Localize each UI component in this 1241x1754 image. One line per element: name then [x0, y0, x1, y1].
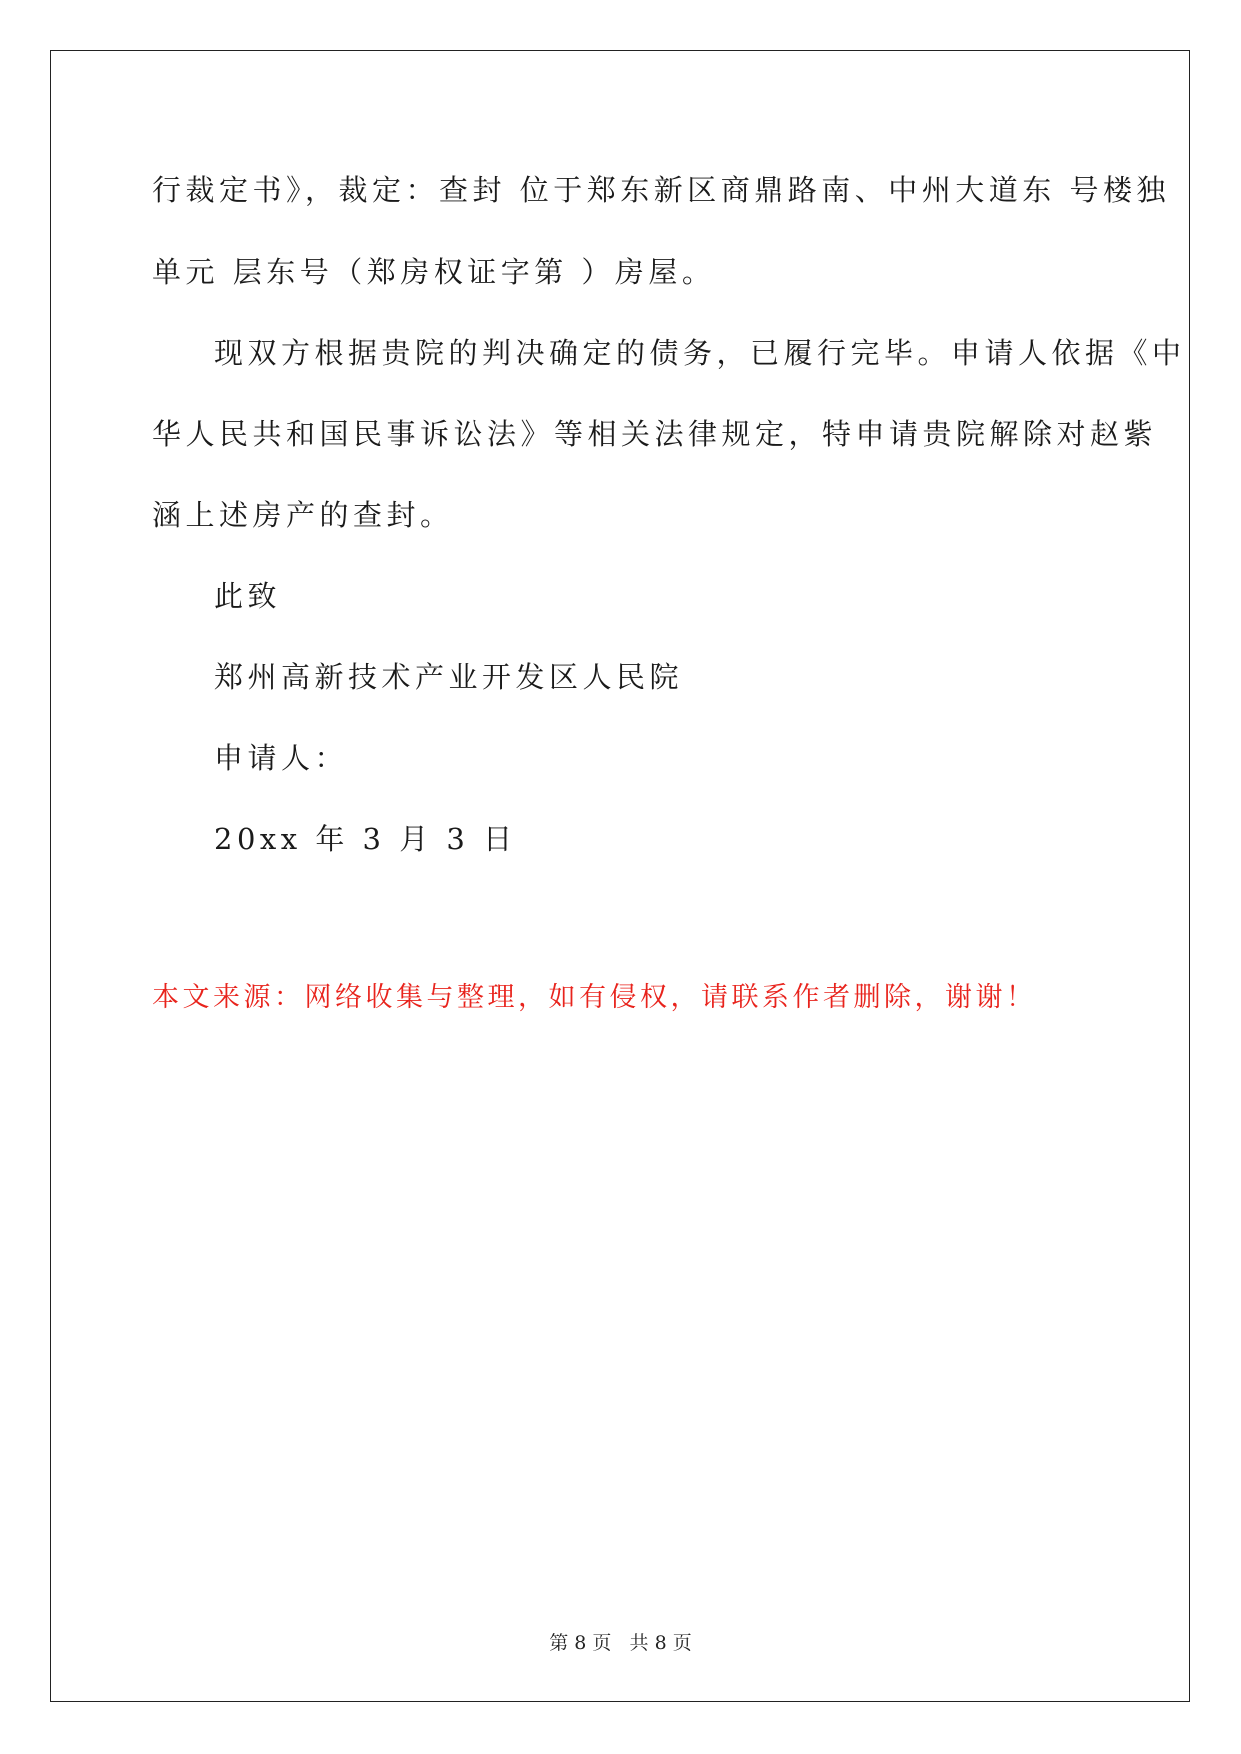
page-border [50, 50, 1190, 1702]
salutation: 此致 [214, 579, 282, 613]
body-line-5: 涵上述房产的查封。 [152, 498, 454, 532]
source-note: 本文来源：网络收集与整理，如有侵权，请联系作者删除，谢谢！ [152, 982, 1037, 1013]
body-line-4: 华人民共和国民事诉讼法》等相关法律规定，特申请贵院解除对赵紫 [152, 417, 1158, 451]
date-line: 20xx 年 3 月 3 日 [214, 822, 517, 856]
applicant-label: 申请人： [214, 741, 349, 775]
recipient-court: 郑州高新技术产业开发区人民院 [214, 660, 684, 694]
body-line-1: 行裁定书》，裁定：查封 位于郑东新区商鼎路南、中州大道东 号楼独 [152, 173, 1170, 207]
body-line-3: 现双方根据贵院的判决确定的债务，已履行完毕。申请人依据《中 [214, 336, 1186, 370]
page-number-footer: 第 8 页 共 8 页 [549, 1632, 692, 1654]
body-line-2: 单元 层东号（郑房权证字第 ）房屋。 [152, 255, 716, 289]
